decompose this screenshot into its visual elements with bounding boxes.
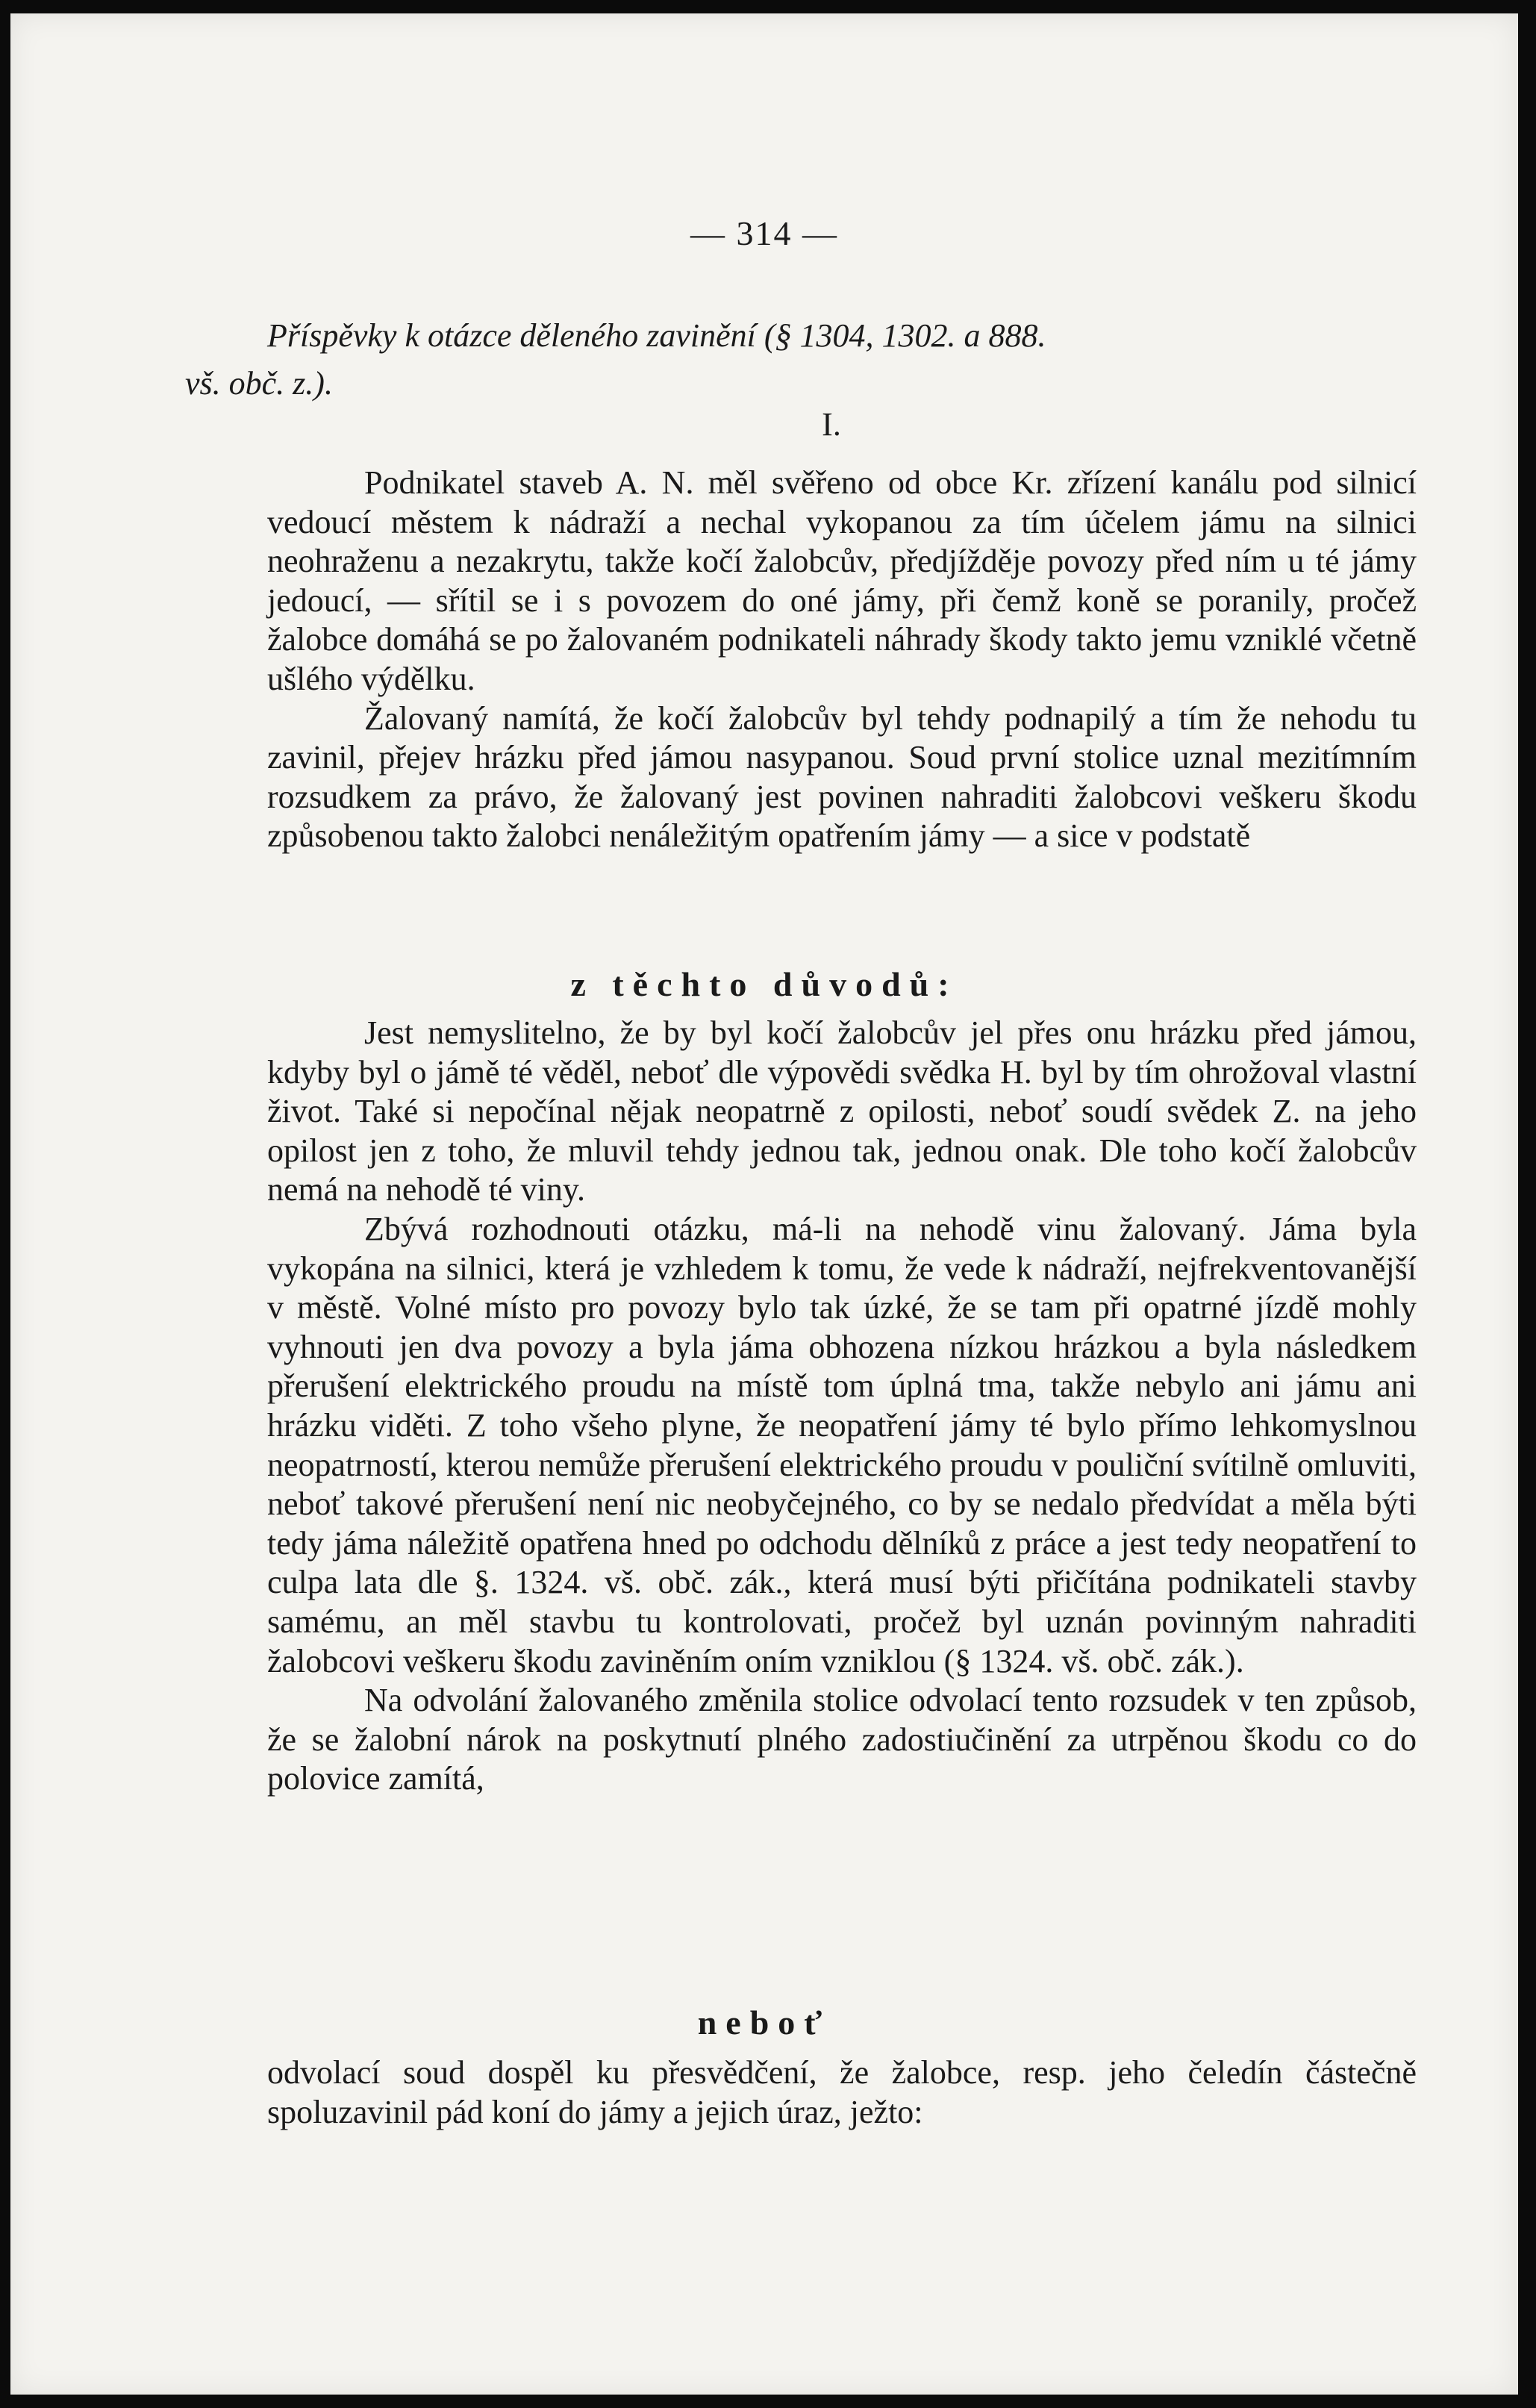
section-heading-because: neboť xyxy=(697,2003,831,2042)
section-heading-reasons: z těchto důvodů: xyxy=(570,965,958,1003)
article-title-line-2: vš. obč. z.). xyxy=(185,365,333,402)
section-number: I. xyxy=(822,406,841,443)
text-block-2 xyxy=(267,1014,1417,1799)
article-title xyxy=(185,312,1432,408)
article-title-line-1: Příspěvky k otázce děleného zavinění (§ 1304, 1302. a 888. xyxy=(267,317,1046,354)
text-block-1 xyxy=(267,464,1417,856)
paragraph: Na odvolání žalovaného změnila stolice odvolací tento rozsudek v ten způsob, že se žalobní nárok na poskytnutí plného zadostiučinění za utrpěnou škodu co do polovice zamítá, xyxy=(267,1682,1417,1797)
book-page xyxy=(10,13,1518,2395)
paragraph: Žalovaný namítá, že kočí žalobcův byl tehdy podnapilý a tím že nehodu tu zavinil, přejev hrázku před jámou nasypanou. Soud první stolice uznal mezitímním rozsudkem za právo, že žalovaný jest povinen nahraditi žalobcovi veškeru škodu způsobenou takto žalobci nenáležitým opatřením jámy — a sice v podstatě xyxy=(267,699,1417,855)
paragraph: Zbývá rozhodnouti otázku, má-li na nehodě vinu žalovaný. Jáma byla vykopána na silnici, která je vzhledem k tomu, že vede k nádraží, nejfrekventovanější v městě. Volné místo pro povozy bylo tak úzké, že se tam při opatrné jízdě mohly vyhnouti jen dva povozy a byla jáma obhozena nízkou hrázkou a byla následkem přerušení elektrického proudu na místě tom úplná tma, takže nebylo ani jámu ani hrázku viděti. Z toho všeho plyne, že neopatření jámy té bylo přímo lehkomyslnou neopatrností, kterou nemůže přerušení elektrického proudu v pouliční svítilně omluviti, neboť takové přerušení není nic neobyčejného, co by se nedalo předvídat a měla býti tedy jáma náležitě opatřena hned po odchodu dělníků z práce a jest tedy neopatření to culpa lata dle §. 1324. vš. obč. zák., která musí býti přičítána podnikateli stavby samému, an měl stavbu tu kontrolovati, pročež byl uznán povinným nahraditi žalobcovi veškeru škodu zaviněním oním vzniklou (§ 1324. vš. obč. zák.). xyxy=(267,1210,1417,1679)
page-number: — 314 — xyxy=(690,214,838,252)
paragraph: Jest nemyslitelno, že by byl kočí žalobcův jel přes onu hrázku před jámou, kdyby byl o jámě té věděl, neboť dle výpovědi svědka H. byl by tím ohrožoval vlastní život. Také si nepočínal nějak neopatrně z opilosti, neboť soudí svědek Z. na jeho opilost jen z toho, že mluvil tehdy jednou tak, jednou onak. Dle toho kočí žalobcův nemá na nehodě té viny. xyxy=(267,1014,1417,1208)
paragraph: Podnikatel staveb A. N. měl svěřeno od obce Kr. zřízení kanálu pod silnicí vedoucí městem k nádraží a nechal vykopanou za tím účelem jámu na silnici neohraženu a nezakrytu, takže kočí žalobcův, předjížděje povozy před ním u té jámy jedoucí, — sřítil se i s povozem do oné jámy, při čemž koně se poranily, pročež žalobce domáhá se po žalovaném podnikateli náhrady škody takto jemu vzniklé včetně ušlého výdělku. xyxy=(267,464,1417,697)
paragraph: odvolací soud dospěl ku přesvědčení, že žalobce, resp. jeho čeledín částečně spoluzavinil pád koní do jámy a jejich úraz, ježto: xyxy=(267,2054,1417,2130)
text-block-3 xyxy=(267,2053,1417,2132)
